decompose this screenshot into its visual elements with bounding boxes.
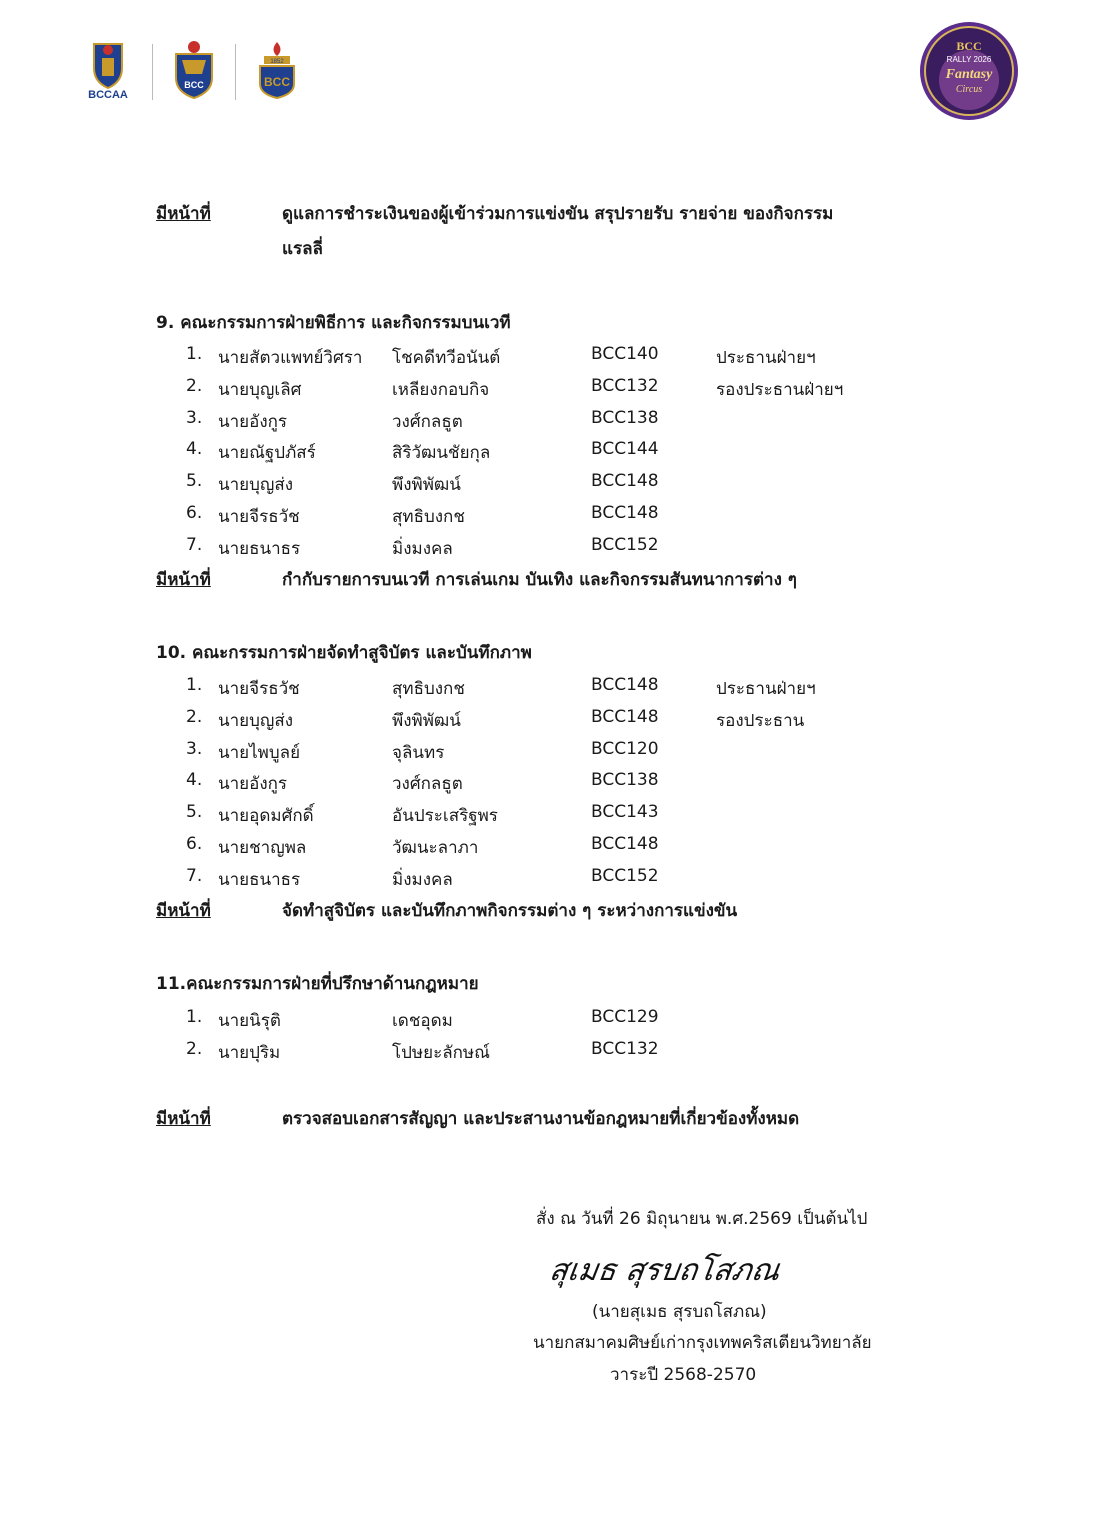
member-last-name: โชคดีทวีอนันต์	[392, 348, 501, 368]
bcc-crest-logo	[172, 38, 216, 100]
member-role: ประธานฝ่ายฯ	[716, 348, 816, 368]
signer-name: (นายสุเมธ สุรบถโสภณ)	[592, 1302, 767, 1322]
member-first-name: นายจีรธวัช	[218, 679, 300, 699]
member-code: BCC148	[591, 503, 659, 523]
member-row	[0, 344, 1093, 374]
section-11-title: 11.คณะกรรมการฝ่ายที่ปรึกษาด้านกฎหมาย	[156, 974, 479, 994]
section-10-duty-label: มีหน้าที่	[156, 901, 211, 921]
member-number: 3.	[186, 407, 203, 428]
member-row	[0, 739, 1093, 769]
member-number: 6.	[186, 503, 203, 523]
member-last-name: มิ่งมงคล	[392, 538, 453, 559]
member-row	[0, 866, 1093, 896]
duty-label: มีหน้าที่	[156, 204, 211, 224]
signer-title: นายกสมาคมศิษย์เก่ากรุงเทพคริสเตียนวิทยาลัย	[533, 1333, 872, 1353]
member-number: 1.	[186, 344, 203, 364]
member-first-name: นายธนาธร	[218, 869, 301, 890]
member-number: 4.	[186, 439, 203, 460]
member-last-name: พึงพิพัฒน์	[392, 475, 461, 496]
badge-fantasy: Fantasy	[945, 67, 993, 82]
section-9-duty: กำกับรายการบนเวที การเล่นเกม บันเทิง และกิจกรรมสันทนาการต่าง ๆ	[282, 570, 797, 590]
member-first-name: นายณัฐปภัสร์	[218, 443, 316, 464]
member-code: BCC148	[591, 675, 659, 695]
bcc-shield-logo	[256, 40, 298, 100]
member-row	[0, 408, 1093, 438]
member-row	[0, 675, 1093, 705]
member-last-name: โปษยะลักษณ์	[392, 1042, 490, 1063]
member-number: 1.	[186, 1007, 203, 1027]
member-last-name: วงศ์กลธูต	[392, 774, 463, 795]
member-last-name: มิ่งมงคล	[392, 869, 453, 890]
member-row	[0, 707, 1093, 737]
member-last-name: สุทธิบงกช	[392, 507, 465, 527]
member-code: BCC132	[591, 1038, 659, 1059]
member-row	[0, 1039, 1093, 1069]
member-first-name: นายนิรุติ	[218, 1011, 281, 1031]
handwritten-signature	[548, 1240, 818, 1296]
bcc-shield-year: 1852	[270, 59, 284, 65]
member-first-name: นายอังกูร	[218, 774, 288, 795]
member-code: BCC132	[591, 375, 659, 396]
member-last-name: สิริวัฒนชัยกุล	[392, 443, 491, 464]
section-9-duty-label: มีหน้าที่	[156, 570, 211, 590]
bccaa-logo	[80, 38, 136, 102]
member-row	[0, 471, 1093, 501]
member-number: 6.	[186, 834, 203, 854]
member-code: BCC140	[591, 344, 659, 364]
badge-rally: RALLY 2026	[946, 55, 992, 64]
member-last-name: สุทธิบงกช	[392, 679, 465, 699]
section-11-duty: ตรวจสอบเอกสารสัญญา และประสานงานข้อกฎหมายที่เกี่ยวข้องทั้งหมด	[282, 1109, 800, 1129]
member-number: 7.	[186, 865, 203, 886]
signature-scribble: สุเมธ สุรบถโสภณ	[548, 1253, 782, 1288]
member-row	[0, 770, 1093, 800]
member-code: BCC129	[591, 1007, 659, 1027]
member-code: BCC138	[591, 407, 659, 428]
member-last-name: เดชอุดม	[392, 1011, 453, 1031]
member-first-name: นายไพบูลย์	[218, 742, 301, 763]
member-code: BCC148	[591, 706, 659, 727]
header-divider	[235, 44, 236, 100]
bcc-shield-wordmark: BCC	[264, 75, 290, 89]
member-last-name: วงศ์กลธูต	[392, 411, 463, 432]
header-divider	[152, 44, 153, 100]
top-duty-line2: แรลลี่	[282, 239, 323, 259]
member-first-name: นายบุญส่ง	[218, 475, 294, 496]
member-code: BCC120	[591, 738, 659, 759]
member-first-name: นายสัตวแพทย์วิศรา	[218, 348, 363, 368]
member-first-name: นายธนาธร	[218, 538, 301, 559]
signer-term: วาระปี 2568-2570	[610, 1365, 757, 1385]
member-first-name: นายบุญส่ง	[218, 710, 294, 731]
member-number: 5.	[186, 471, 203, 492]
section-9-title: 9. คณะกรรมการฝ่ายพิธีการ และกิจกรรมบนเวที	[156, 313, 511, 333]
section-10-title: 10. คณะกรรมการฝ่ายจัดทำสูจิบัตร และบันทึกภาพ	[156, 643, 532, 663]
member-row	[0, 503, 1093, 533]
badge-circus: Circus	[955, 84, 983, 95]
section-10-duty: จัดทำสูจิบัตร และบันทึกภาพกิจกรรมต่าง ๆ ระหว่างการแข่งขัน	[282, 901, 738, 921]
member-row	[0, 802, 1093, 832]
member-number: 2.	[186, 375, 203, 396]
member-row	[0, 376, 1093, 406]
member-last-name: วัฒนะลาภา	[392, 838, 479, 858]
member-first-name: นายอังกูร	[218, 411, 288, 432]
member-number: 2.	[186, 706, 203, 727]
order-date: สั่ง ณ วันที่ 26 มิถุนายน พ.ศ.2569 เป็นต้นไป	[536, 1209, 868, 1229]
member-first-name: นายปุริม	[218, 1042, 281, 1063]
member-code: BCC148	[591, 834, 659, 854]
member-last-name: เหลียงกอบกิจ	[392, 379, 490, 400]
member-first-name: นายอุดมศักดิ์	[218, 806, 314, 827]
member-number: 7.	[186, 534, 203, 555]
member-number: 5.	[186, 802, 203, 823]
member-number: 1.	[186, 675, 203, 695]
member-first-name: นายบุญเลิศ	[218, 379, 302, 400]
member-first-name: นายชาญพล	[218, 838, 307, 858]
member-role: รองประธาน	[716, 710, 805, 731]
member-code: BCC143	[591, 802, 659, 823]
member-code: BCC144	[591, 439, 659, 460]
member-code: BCC152	[591, 534, 659, 555]
section-11-duty-label: มีหน้าที่	[156, 1109, 211, 1129]
member-number: 2.	[186, 1038, 203, 1059]
member-row	[0, 439, 1093, 469]
member-role: รองประธานฝ่ายฯ	[716, 379, 844, 400]
member-number: 4.	[186, 770, 203, 791]
bcc-crest-wordmark: BCC	[184, 80, 204, 90]
member-row	[0, 1007, 1093, 1037]
member-code: BCC138	[591, 770, 659, 791]
top-duty-line1: ดูแลการชำระเงินของผู้เข้าร่วมการแข่งขัน สรุปรายรับ รายจ่าย ของกิจกรรม	[282, 204, 834, 224]
member-last-name: อันประเสริฐพร	[392, 806, 498, 827]
bccaa-wordmark: BCCAA	[88, 89, 128, 101]
member-code: BCC148	[591, 471, 659, 492]
member-row	[0, 834, 1093, 864]
member-role: ประธานฝ่ายฯ	[716, 679, 816, 699]
member-row	[0, 535, 1093, 565]
member-first-name: นายจีรธวัช	[218, 507, 300, 527]
member-last-name: พึงพิพัฒน์	[392, 710, 461, 731]
badge-bcc: BCC	[956, 39, 982, 53]
member-number: 3.	[186, 738, 203, 759]
member-last-name: จุลินทร	[392, 742, 445, 763]
rally-badge-logo	[918, 20, 1020, 122]
member-code: BCC152	[591, 865, 659, 886]
